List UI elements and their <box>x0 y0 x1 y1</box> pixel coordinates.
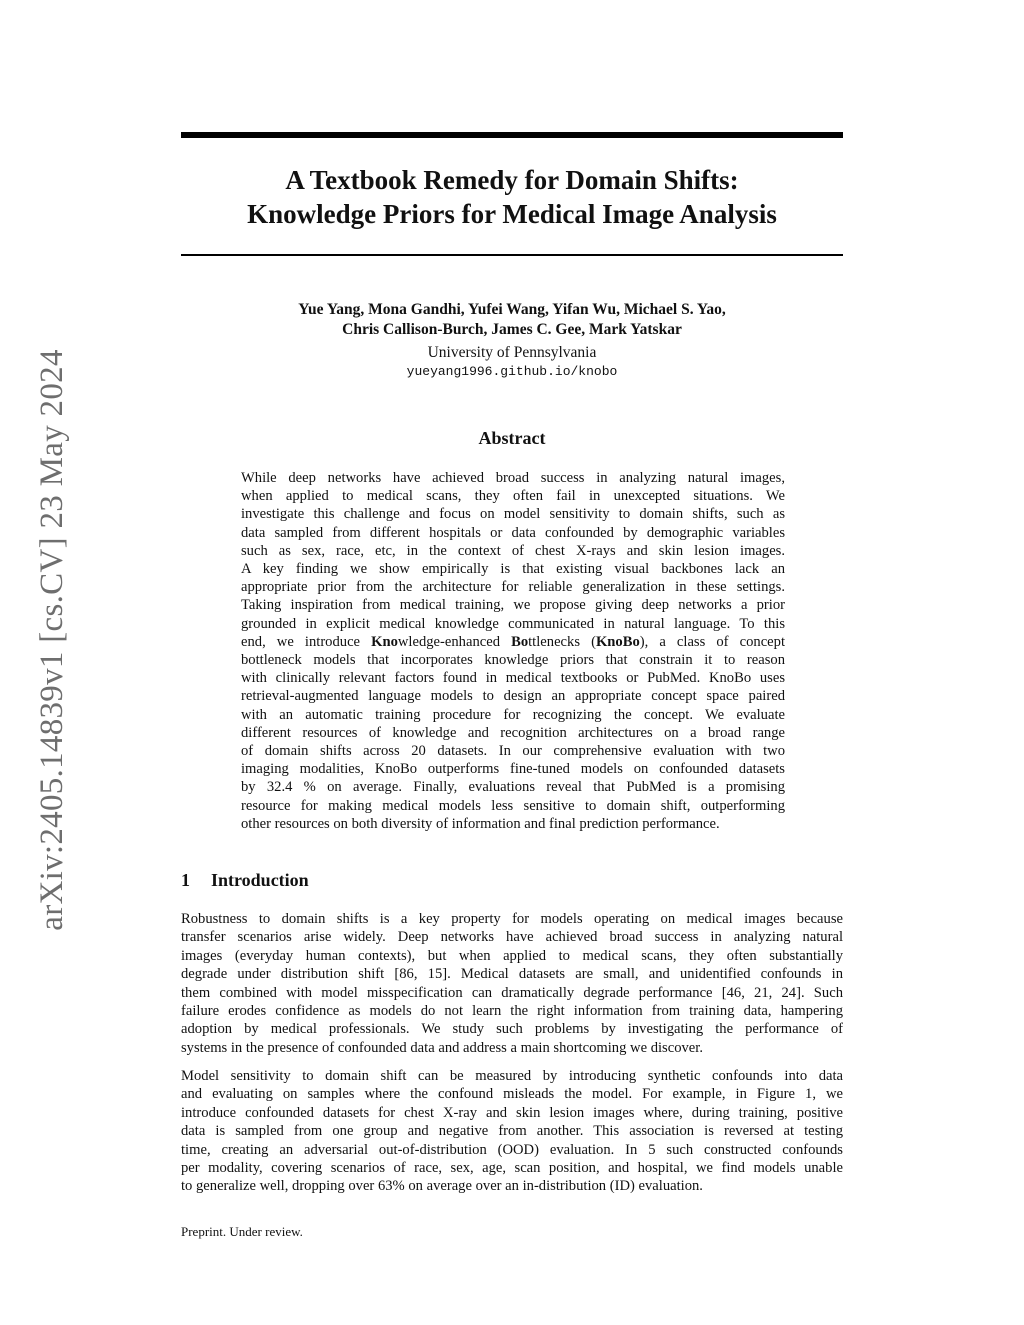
preprint-footer: Preprint. Under review. <box>181 1224 303 1239</box>
affiliation: University of Pennsylvania <box>427 344 597 361</box>
text-line: different resources of knowledge and recognition architectures on a broad range <box>241 724 785 741</box>
text-line: Robustness to domain shifts is a key property for models operating on medical images because <box>181 911 843 927</box>
text-line: per modality, covering scenarios of race, sex, age, scan position, and hospital, we find models unable <box>181 1160 843 1177</box>
author-list <box>181 300 843 340</box>
text-line: end, we introduce Knowledge-enhanced Bottlenecks (KnoBo), a class of concept <box>241 633 786 650</box>
text-line: time, creating an adversarial out-of-distribution (OOD) evaluation. In 5 such constructed confounds <box>181 1141 843 1158</box>
title-rule-bottom <box>181 254 843 256</box>
text-line: when applied to medical scans, they often fail in unexcepted situations. We <box>241 488 785 505</box>
paper-title <box>181 163 843 231</box>
paper-title-line-1: A Textbook Remedy for Domain Shifts: <box>285 165 739 195</box>
text-line: with an automatic training procedure for recognizing the concept. We evaluate <box>241 706 785 723</box>
text-line: data sampled from different hospitals or data confounded by demographic variables <box>241 524 785 541</box>
intro-paragraph-2 <box>181 1067 843 1196</box>
section-title: Introduction <box>211 870 309 890</box>
text-line: investigate this challenge and focus on model sensitivity to domain shifts, such as <box>241 506 785 523</box>
abstract-body <box>241 469 785 833</box>
text-line: retrieval-augmented language models to design an appropriate concept space paired <box>241 688 785 705</box>
text-line: and evaluating on samples where the confound misleads the model. For example, in Figure 1, we <box>181 1086 843 1103</box>
text-line: other resources on both diversity of information and final prediction performance. <box>241 815 720 832</box>
text-line: imaging modalities, KnoBo outperforms fine-tuned models on confounded datasets <box>241 761 785 778</box>
text-line: While deep networks have achieved broad success in analyzing natural images, <box>241 470 785 486</box>
abstract-heading: Abstract <box>478 428 546 448</box>
text-line: bottleneck models that incorporates knowledge priors that constrain it to reason <box>241 652 785 669</box>
text-line: transfer scenarios arise widely. Deep networks have achieved broad success in analyzing natural <box>181 929 843 946</box>
intro-paragraph-1 <box>181 910 843 1057</box>
author-line-1: Yue Yang, Mona Gandhi, Yufei Wang, Yifan Wu, Michael S. Yao, <box>298 301 726 318</box>
text-line: introduce confounded datasets for chest X-ray and skin lesion images where, during training, positive <box>181 1104 843 1121</box>
text-line: them combined with model misspecification can dramatically degrade performance [46, 21, 24]. Such <box>181 984 843 1001</box>
text-line: A key finding we show empirically is that existing visual backbones lack an <box>241 561 785 578</box>
text-line: degrade under distribution shift [86, 15]. Medical datasets are small, and unidentified confounds in <box>181 966 843 983</box>
text-line: such as sex, race, etc, in the context of chest X-rays and skin lesion images. <box>241 542 785 559</box>
text-line: Taking inspiration from medical training, we propose giving deep networks a prior <box>241 597 785 614</box>
bold-term: Kno <box>371 633 398 650</box>
text-line: images (everyday human contexts), but when applied to medical scans, they often substantially <box>181 947 843 964</box>
text-line: with clinically relevant factors found in medical textbooks or PubMed. KnoBo uses <box>241 670 785 687</box>
section-heading-introduction <box>181 869 843 891</box>
text-line: systems in the presence of confounded data and address a main shortcoming we discover. <box>181 1039 703 1056</box>
arxiv-identifier-stamp: arXiv:2405.14839v1 [cs.CV] 23 May 2024 <box>34 349 70 931</box>
bold-term: Bo <box>511 633 529 650</box>
text-line: to generalize well, dropping over 63% on average over an in-distribution (ID) evaluation. <box>181 1178 703 1195</box>
bold-term: KnoBo <box>595 633 640 650</box>
author-line-2: Chris Callison-Burch, James C. Gee, Mark Yatskar <box>342 321 682 338</box>
text-line: adoption by medical professionals. We study such problems by investigating the performance of <box>181 1021 843 1038</box>
project-url: yueyang1996.github.io/knobo <box>406 364 618 379</box>
section-number: 1 <box>181 870 190 890</box>
text-line: appropriate prior from the architecture for reliable generalization in these settings. <box>241 579 785 596</box>
text-line: failure erodes confidence as models do not learn the right information from training data, hampering <box>181 1003 843 1020</box>
text-line: of domain shifts across 20 datasets. In our comprehensive evaluation with two <box>241 743 785 760</box>
paper-title-line-2: Knowledge Priors for Medical Image Analysis <box>247 199 777 229</box>
text-line: data is sampled from one group and negative from another. This association is reversed at testing <box>181 1123 843 1140</box>
text-line: grounded in explicit medical knowledge communicated in natural language. To this <box>241 615 785 632</box>
text-line: resource for making medical models less sensitive to domain shift, outperforming <box>241 797 785 814</box>
title-rule-top <box>181 132 843 138</box>
text-line: by 32.4 % on average. Finally, evaluations reveal that PubMed is a promising <box>241 779 785 796</box>
text-line: Model sensitivity to domain shift can be measured by introducing synthetic confounds into data <box>181 1068 843 1084</box>
